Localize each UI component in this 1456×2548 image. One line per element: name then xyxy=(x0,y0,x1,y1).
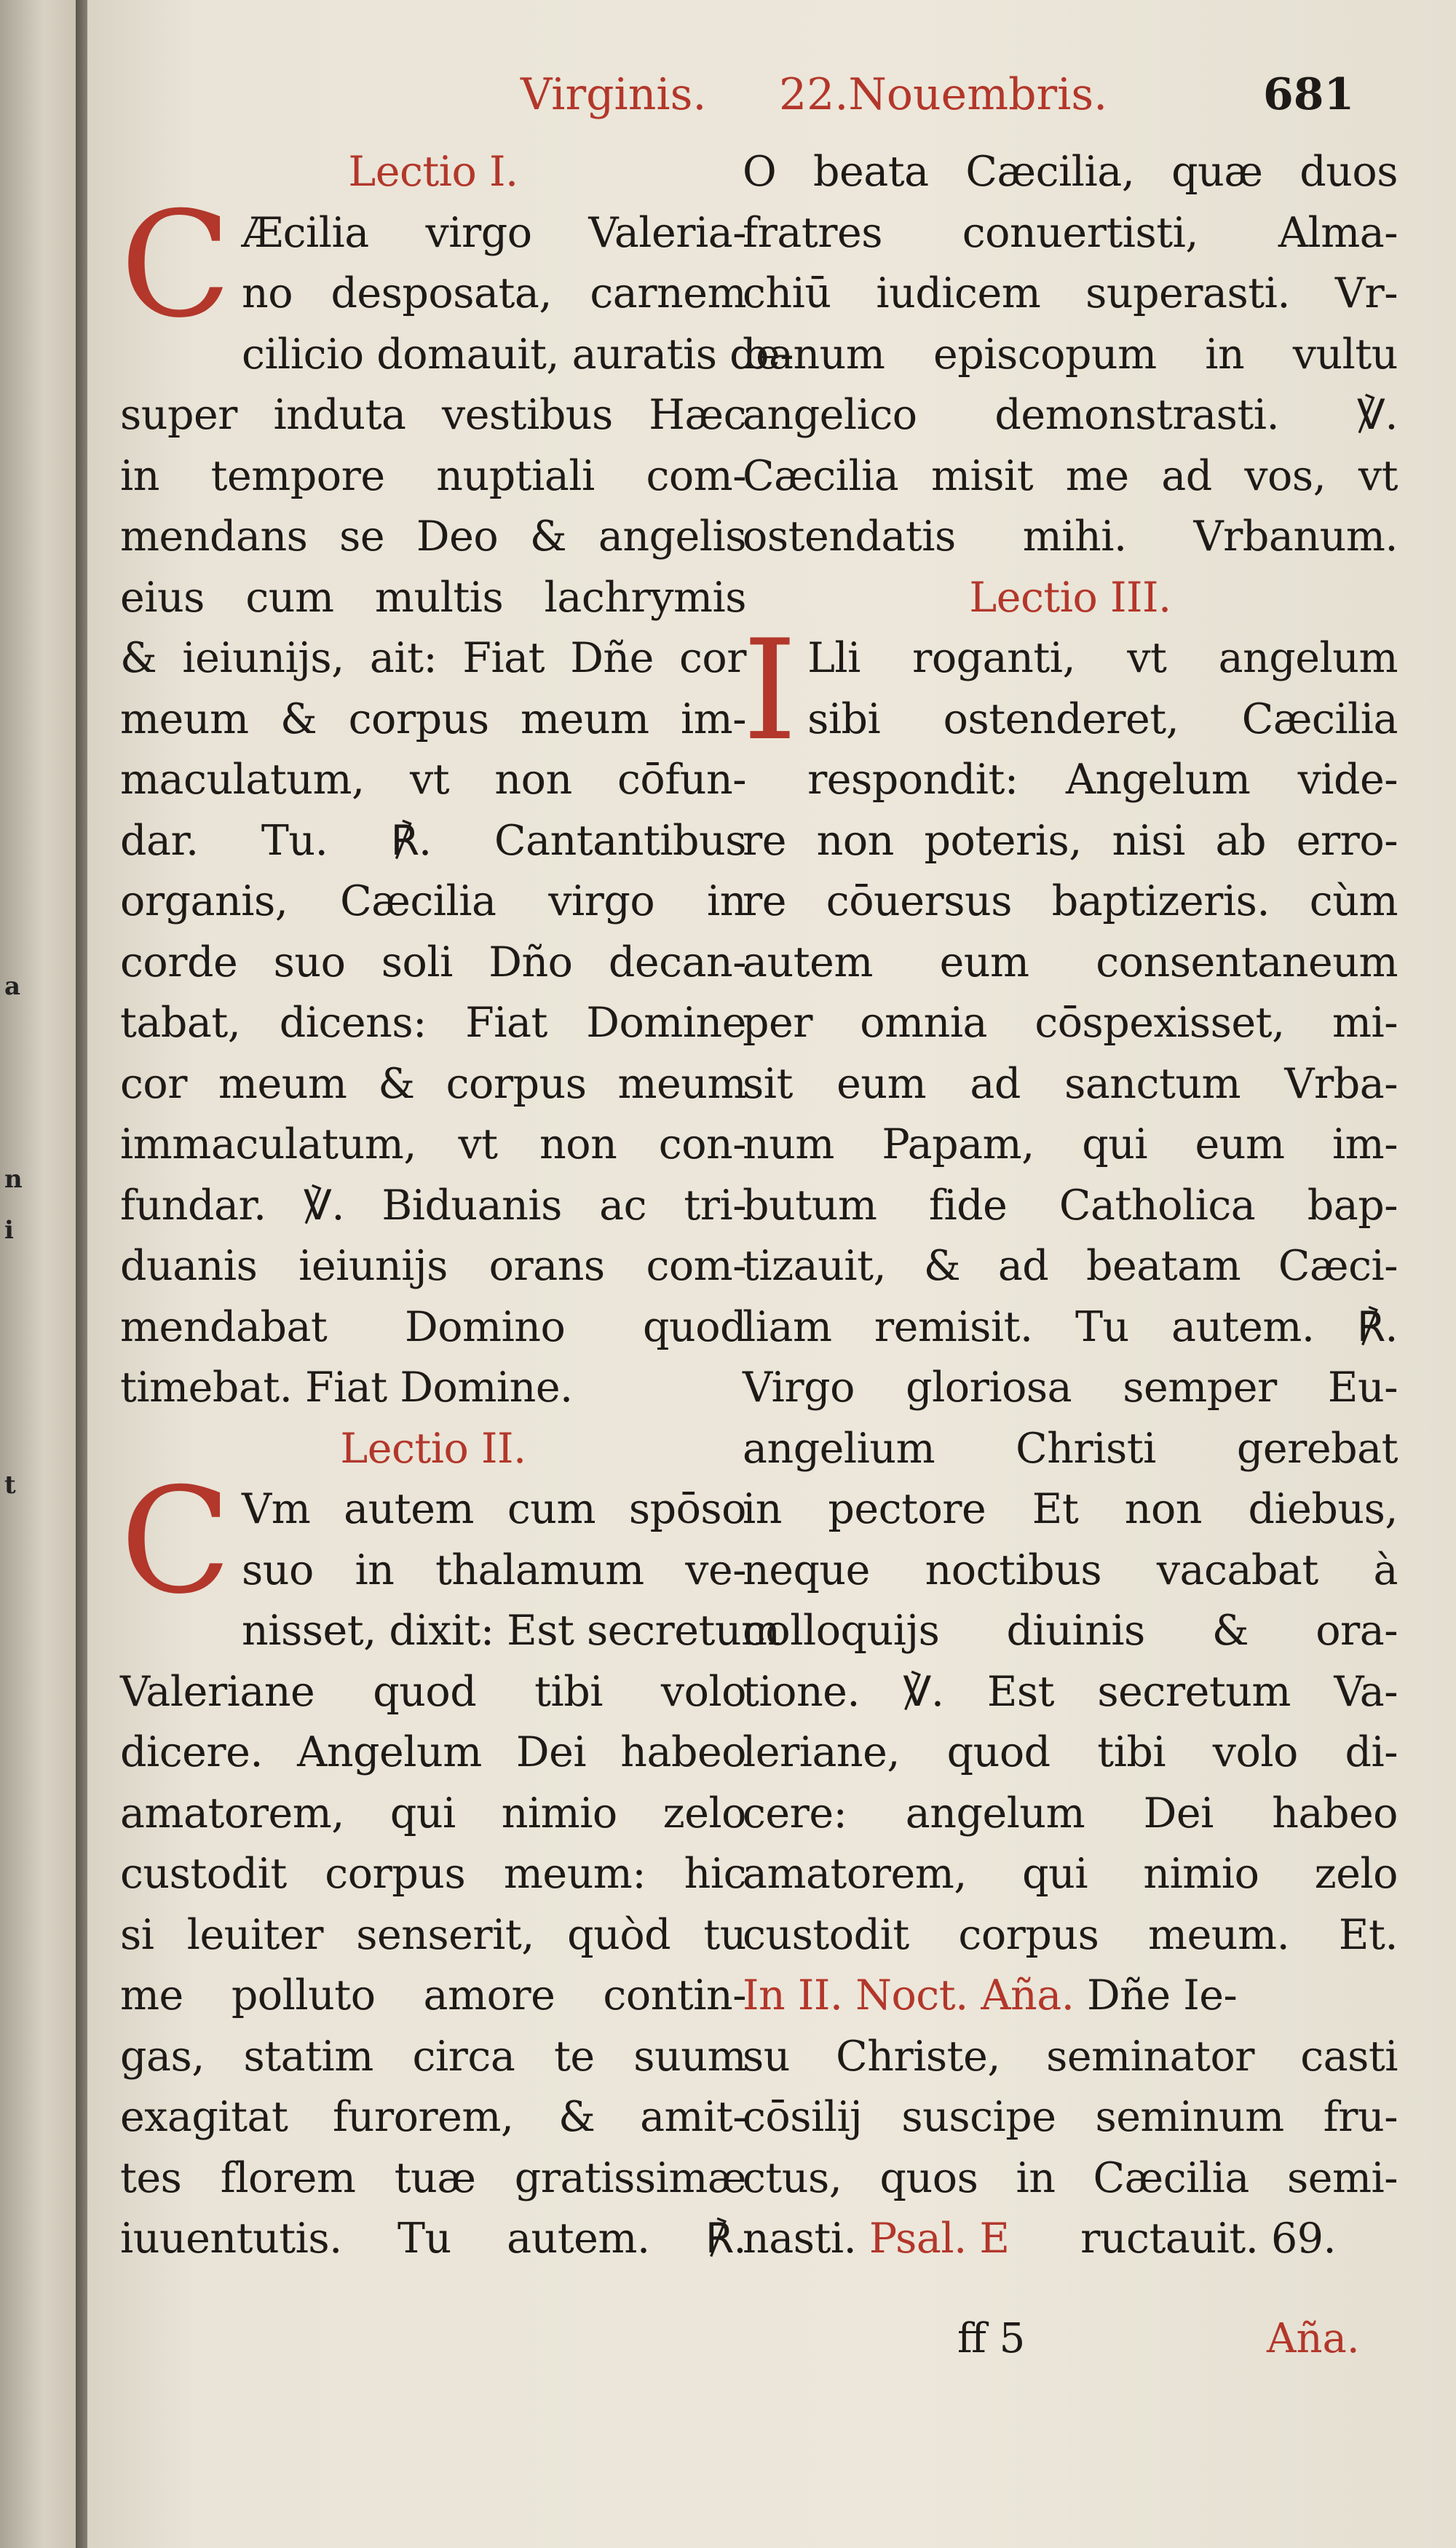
text-line: custodit corpus meum. Et. xyxy=(743,1910,1398,1959)
text-line: Valeriane quod tibi volo xyxy=(120,1667,746,1716)
prev-page-mark: i xyxy=(4,1216,14,1245)
drop-cap-c: C xyxy=(120,1457,232,1626)
text-line: re non poteris, nisi ab erro- xyxy=(743,816,1398,865)
text-line: maculatum, vt non cōfun- xyxy=(120,756,746,804)
text-line: butum fide Catholica bap- xyxy=(743,1181,1398,1230)
running-title-right: 22.Nouembris. xyxy=(779,69,1108,120)
prev-page-mark: t xyxy=(4,1471,16,1500)
text-line: amatorem, qui nimio zelo xyxy=(743,1850,1398,1898)
text-line: exagitat furorem, & amit- xyxy=(120,2093,746,2141)
text-line: immaculatum, vt non con- xyxy=(120,1120,746,1168)
text-line: mendabat Domino quod xyxy=(120,1302,746,1351)
left-column xyxy=(120,142,794,2270)
text-line: me polluto amore contin- xyxy=(120,1971,746,2019)
drop-cap-i: I xyxy=(743,610,798,771)
text-line: custodit corpus meum: hic xyxy=(120,1850,746,1898)
text-line: & ieiunijs, ait: Fiat Dñe cor xyxy=(120,634,746,682)
antiphon-end: nasti. xyxy=(743,2215,857,2263)
text-line: suo in thalamum ve- xyxy=(242,1546,746,1594)
text-line: dar. Tu. ℟. Cantantibus xyxy=(120,816,746,865)
text-line: si leuiter senserit, quòd tu xyxy=(120,1910,746,1959)
psalm-rubric: Psal. E xyxy=(869,2215,1010,2263)
text-line: tione. ℣. Est secretum Va- xyxy=(743,1667,1398,1716)
text-line: Vm autem cum spōso xyxy=(242,1485,746,1533)
text-line: gas, statim circa te suum xyxy=(120,2032,746,2081)
text-line: Æcilia virgo Valeria- xyxy=(242,208,746,257)
previous-page-edge xyxy=(0,0,80,2548)
text-line: meum & corpus meum im- xyxy=(120,695,746,743)
text-line: no desposata, carnem xyxy=(242,269,746,317)
text-line: duanis ieiunijs orans com- xyxy=(120,1242,746,1290)
text-line: in pectore Et non diebus, xyxy=(743,1485,1398,1533)
text-line: timebat. Fiat Domine. xyxy=(120,1364,573,1412)
text-line: amatorem, qui nimio zelo xyxy=(120,1789,746,1837)
text-line: fratres conuertisti, Alma- xyxy=(743,208,1398,257)
text-line: tes florem tuæ gratissimæ xyxy=(120,2153,746,2202)
text-line: dicere. Angelum Dei habeo xyxy=(120,1728,746,1776)
text-line: in tempore nuptiali com- xyxy=(120,451,746,500)
text-line: ostendatis mihi. Vrbanum. xyxy=(743,513,1398,561)
text-line: cōsilij suscipe seminum fru- xyxy=(743,2093,1398,2141)
text-line: corde suo soli Dño decan- xyxy=(120,938,746,986)
prev-page-mark: a xyxy=(4,972,21,1001)
text-line: re cōuersus baptizeris. cùm xyxy=(743,877,1398,925)
text-line: tabat, dicens: Fiat Domine xyxy=(120,999,746,1047)
text-line: liam remisit. Tu autem. ℟. xyxy=(743,1302,1398,1351)
text-line: organis, Cæcilia virgo in xyxy=(120,877,746,925)
text-line: respondit: Angelum vide- xyxy=(807,756,1398,804)
book-page xyxy=(87,0,1456,2548)
text-line: sibi ostenderet, Cæcilia xyxy=(807,695,1398,743)
text-line: su Christe, seminator casti xyxy=(743,2032,1398,2081)
nocturn-rubric: In II. Noct. Aña. xyxy=(743,1971,1075,2019)
lectio-1-heading: Lectio I. xyxy=(348,148,518,196)
text-line: ctus, quos in Cæcilia semi- xyxy=(743,2153,1398,2202)
text-line: chiū iudicem superasti. Vr- xyxy=(743,269,1398,317)
text-line: eius cum multis lachrymis xyxy=(120,573,746,622)
text-line: cilicio domauit, auratis de- xyxy=(242,330,794,379)
catch-text: ructauit. 69. xyxy=(1080,2215,1337,2263)
text-line: neque noctibus vacabat à xyxy=(743,1546,1398,1594)
text-line: Lli roganti, vt angelum xyxy=(807,634,1398,682)
text-line: cere: angelum Dei habeo xyxy=(743,1789,1398,1837)
lectio-3-heading: Lectio III. xyxy=(969,573,1171,622)
prev-page-mark: n xyxy=(4,1165,23,1194)
text-line: nisset, dixit: Est secretum xyxy=(242,1607,780,1655)
text-line: angelico demonstrasti. ℣. xyxy=(743,391,1398,439)
text-line: Cæcilia misit me ad vos, vt xyxy=(743,451,1398,500)
text-line: colloquijs diuinis & ora- xyxy=(743,1607,1398,1655)
text-line: banum episcopum in vultu xyxy=(743,330,1398,379)
antiphon-start: Dñe Ie- xyxy=(1086,1971,1238,2019)
text-line: num Papam, qui eum im- xyxy=(743,1120,1398,1168)
text-line: mendans se Deo & angelis xyxy=(120,513,746,561)
text-line: autem eum consentaneum xyxy=(743,938,1398,986)
nocturn-line xyxy=(743,1966,1398,2027)
text-line: sit eum ad sanctum Vrba- xyxy=(743,1059,1398,1108)
page-number: 681 xyxy=(1263,69,1355,120)
catchword: Aña. xyxy=(1267,2315,1360,2362)
text-line: angelium Christi gerebat xyxy=(743,1424,1398,1473)
text-line: Virgo gloriosa semper Eu- xyxy=(743,1364,1398,1412)
drop-cap-c: C xyxy=(120,180,232,350)
text-line: per omnia cōspexisset, mi- xyxy=(743,999,1398,1047)
text-line: cor meum & corpus meum xyxy=(120,1059,746,1108)
running-title-left: Virginis. xyxy=(521,69,707,120)
text-line: leriane, quod tibi volo di- xyxy=(743,1728,1398,1776)
text-line: fundar. ℣. Biduanis ac tri- xyxy=(120,1181,746,1230)
lectio-2-heading: Lectio II. xyxy=(340,1424,526,1473)
text-line: iuuentutis. Tu autem. ℟. xyxy=(120,2215,746,2263)
psalm-line xyxy=(743,2209,1398,2270)
signature-mark: ff 5 xyxy=(957,2315,1026,2362)
text-line: tizauit, & ad beatam Cæci- xyxy=(743,1242,1398,1290)
text-line: O beata Cæcilia, quæ duos xyxy=(743,148,1398,196)
right-column xyxy=(743,142,1398,2270)
text-line: super induta vestibus Hæc xyxy=(120,391,746,439)
